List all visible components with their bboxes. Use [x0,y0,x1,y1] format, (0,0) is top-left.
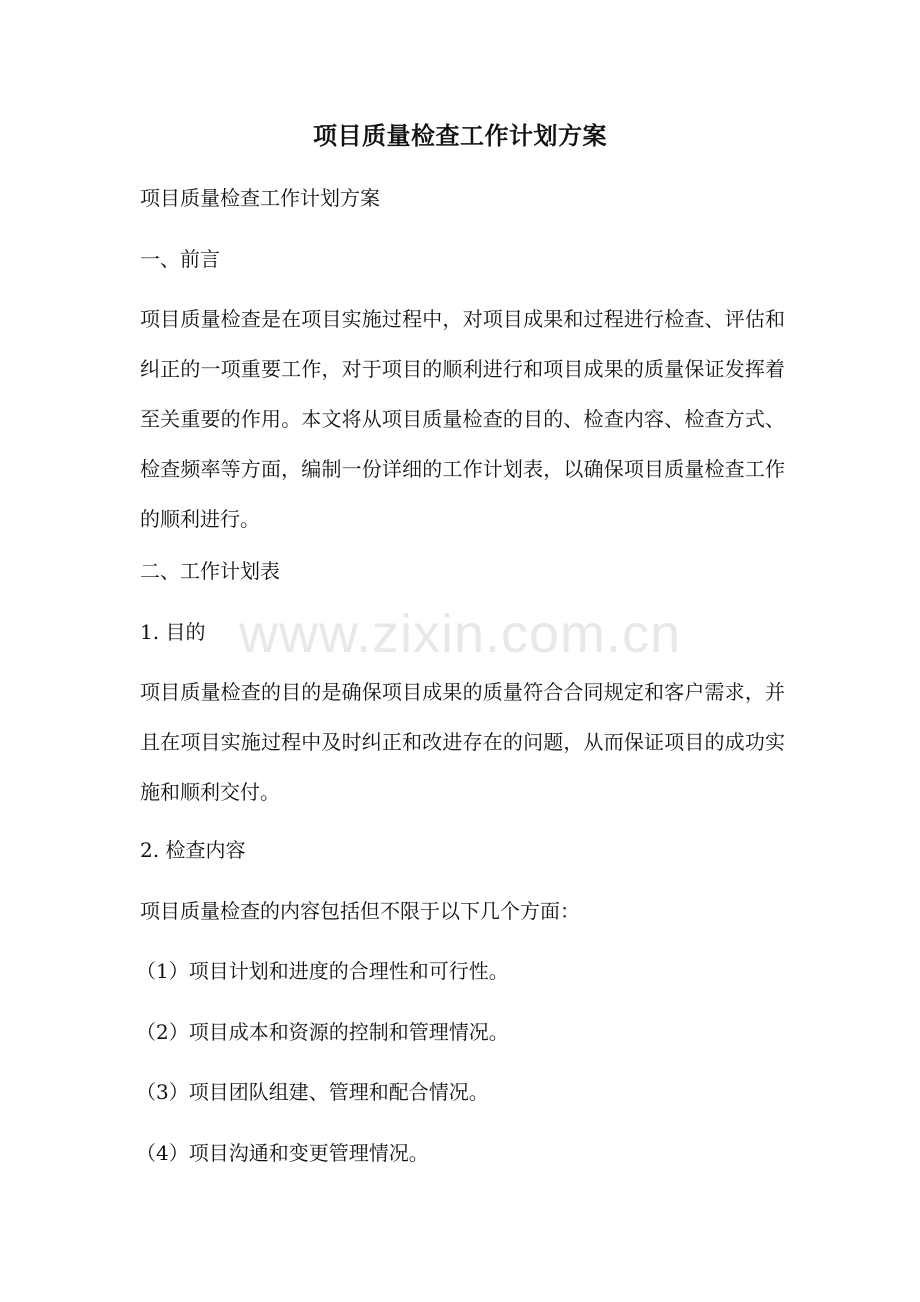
list-item: （3）项目团队组建、管理和配合情况。 [136,1080,489,1104]
list-item: （1）项目计划和进度的合理性和可行性。 [136,959,509,983]
list-item: （4）项目沟通和变更管理情况。 [136,1141,429,1165]
watermark: www.zixin.com.cn [238,604,682,664]
document-title: 项目质量检查工作计划方案 [313,121,607,150]
item-heading-inspection-content: 2. 检查内容 [140,838,246,862]
document-subtitle: 项目质量检查工作计划方案 [140,186,380,210]
inspection-content-intro: 项目质量检查的内容包括但不限于以下几个方面： [140,899,580,923]
preface-paragraph: 项目质量检查是在项目实施过程中，对项目成果和过程进行检查、评估和纠正的一项重要工作，对于项目的顺利进行和项目成果的质量保证发挥着至关重要的作用。本文将从项目质量检查的目的、检查内容、检查方式、检查频率等方面，编制一份详细的工作计划表，以确保项目质量检查工作的顺利进行。 [140,307,785,531]
section-heading-preface: 一、前言 [140,247,220,271]
item-heading-purpose: 1. 目的 [140,620,206,644]
section-heading-work-plan: 二、工作计划表 [140,559,280,583]
list-item: （2）项目成本和资源的控制和管理情况。 [136,1020,509,1044]
purpose-paragraph: 项目质量检查的目的是确保项目成果的质量符合合同规定和客户需求，并且在项目实施过程中及时纠正和改进存在的问题，从而保证项目的成功实施和顺利交付。 [140,680,785,804]
